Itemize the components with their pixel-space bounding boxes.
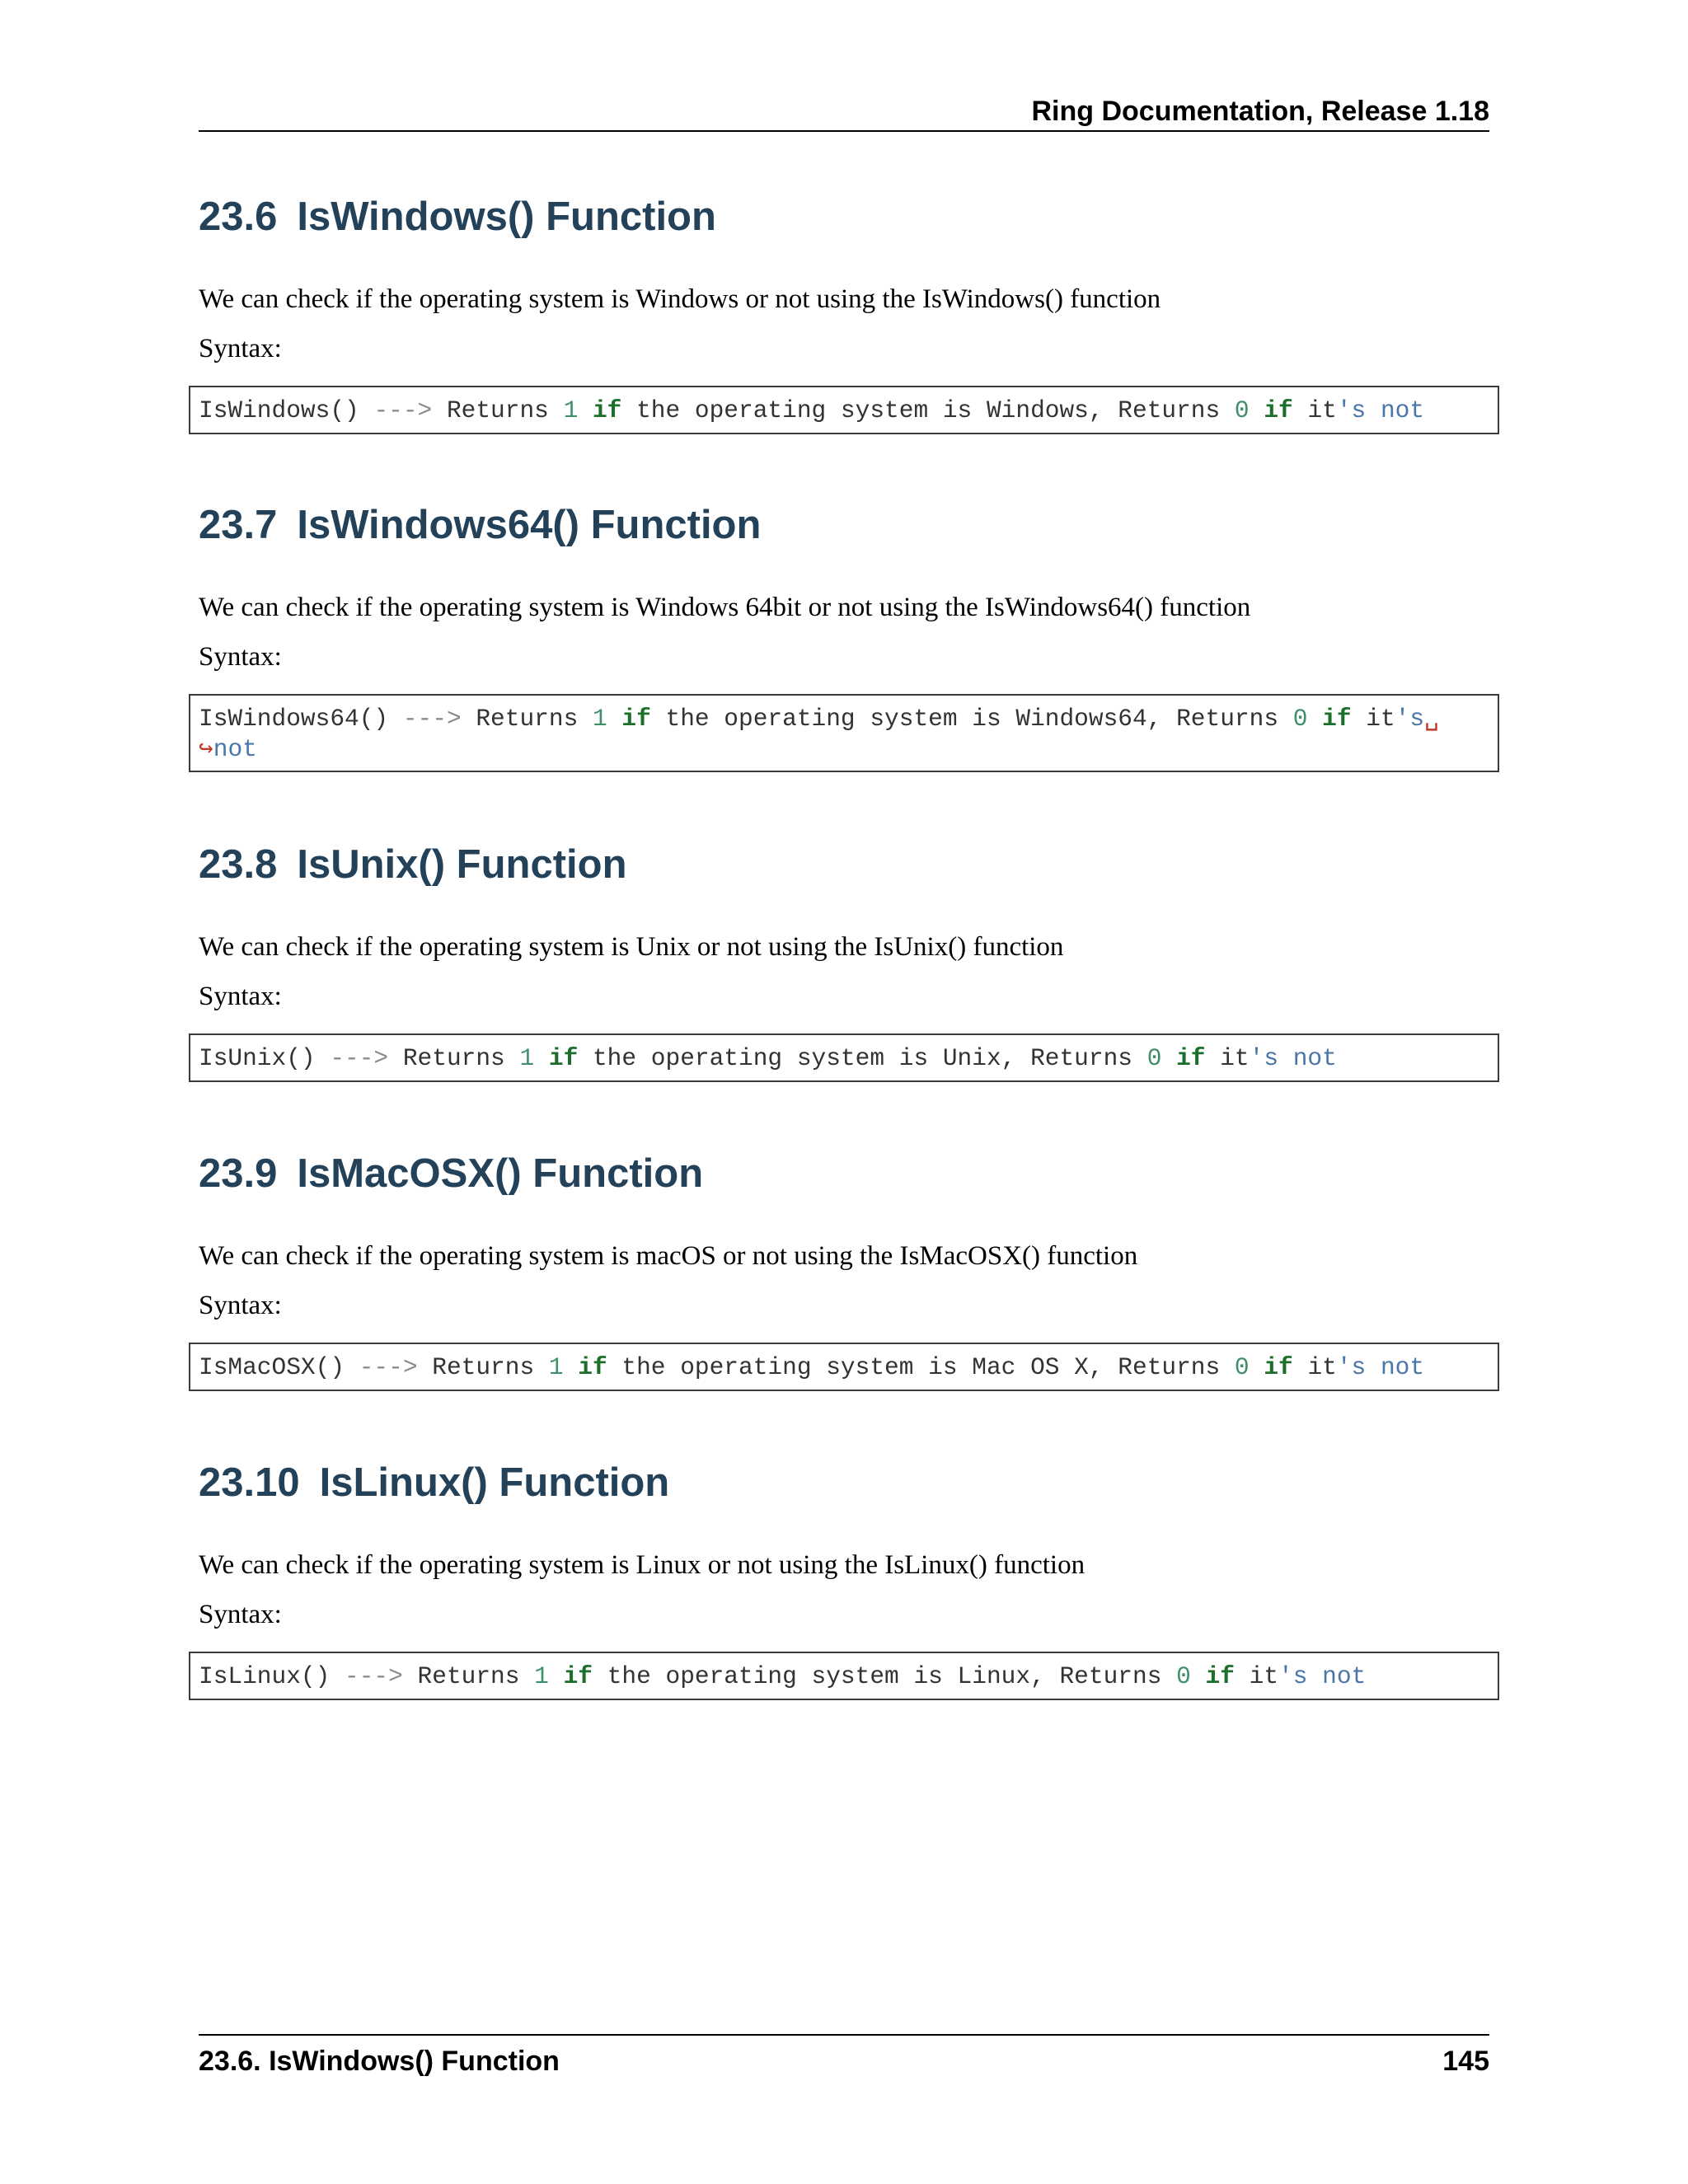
section-heading <box>199 499 1489 551</box>
section-description: We can check if the operating system is Windows 64bit or not using the IsWindows64() function <box>199 593 1251 622</box>
section-heading <box>199 839 1489 890</box>
section-title: IsMacOSX() Function <box>297 1151 704 1196</box>
line-continuation-icon: ␣ <box>1424 705 1439 733</box>
header-title: Ring Documentation, Release 1.18 <box>1031 96 1489 127</box>
page-number: 145 <box>1442 2046 1489 2077</box>
syntax-label: Syntax: <box>199 1600 282 1629</box>
code-block: IsMacOSX() ---> Returns 1 if the operating system is Mac OS X, Returns 0 if it's not <box>189 1343 1499 1391</box>
code-block: IsWindows64() ---> Returns 1 if the operating system is Windows64, Returns 0 if it's␣ ↪not <box>189 694 1499 772</box>
line-wrap-icon: ↪ <box>199 735 213 763</box>
section-title: IsUnix() Function <box>297 842 627 887</box>
section-heading <box>199 1457 1489 1508</box>
section-title: IsWindows64() Function <box>297 503 762 547</box>
section-title: IsWindows() Function <box>297 194 716 239</box>
syntax-label: Syntax: <box>199 1291 282 1320</box>
section-isunix <box>199 839 1489 1072</box>
section-title: IsLinux() Function <box>319 1460 670 1505</box>
section-number: 23.9 <box>199 1151 278 1196</box>
footer-section-ref: 23.6. IsWindows() Function <box>199 2046 560 2077</box>
syntax-label: Syntax: <box>199 642 282 672</box>
section-iswindows64 <box>199 499 1489 763</box>
code-block: IsWindows() ---> Returns 1 if the operating system is Windows, Returns 0 if it's not <box>189 386 1499 434</box>
running-header <box>199 92 1489 132</box>
section-ismacosx <box>199 1148 1489 1381</box>
section-description: We can check if the operating system is macOS or not using the IsMacOSX() function <box>199 1241 1138 1271</box>
syntax-label: Syntax: <box>199 982 282 1011</box>
code-block: IsUnix() ---> Returns 1 if the operating system is Unix, Returns 0 if it's not <box>189 1033 1499 1082</box>
section-number: 23.8 <box>199 842 278 887</box>
code-block: IsLinux() ---> Returns 1 if the operating system is Linux, Returns 0 if it's not <box>189 1652 1499 1700</box>
section-description: We can check if the operating system is Unix or not using the IsUnix() function <box>199 932 1064 962</box>
section-number: 23.7 <box>199 503 278 547</box>
section-number: 23.10 <box>199 1460 300 1505</box>
section-heading <box>199 1148 1489 1199</box>
section-islinux <box>199 1457 1489 1690</box>
section-iswindows <box>199 191 1489 424</box>
section-description: We can check if the operating system is Windows or not using the IsWindows() function <box>199 284 1161 314</box>
syntax-label: Syntax: <box>199 334 282 363</box>
section-number: 23.6 <box>199 194 278 239</box>
running-footer <box>199 2034 1489 2079</box>
section-description: We can check if the operating system is Linux or not using the IsLinux() function <box>199 1550 1085 1580</box>
section-heading <box>199 191 1489 242</box>
